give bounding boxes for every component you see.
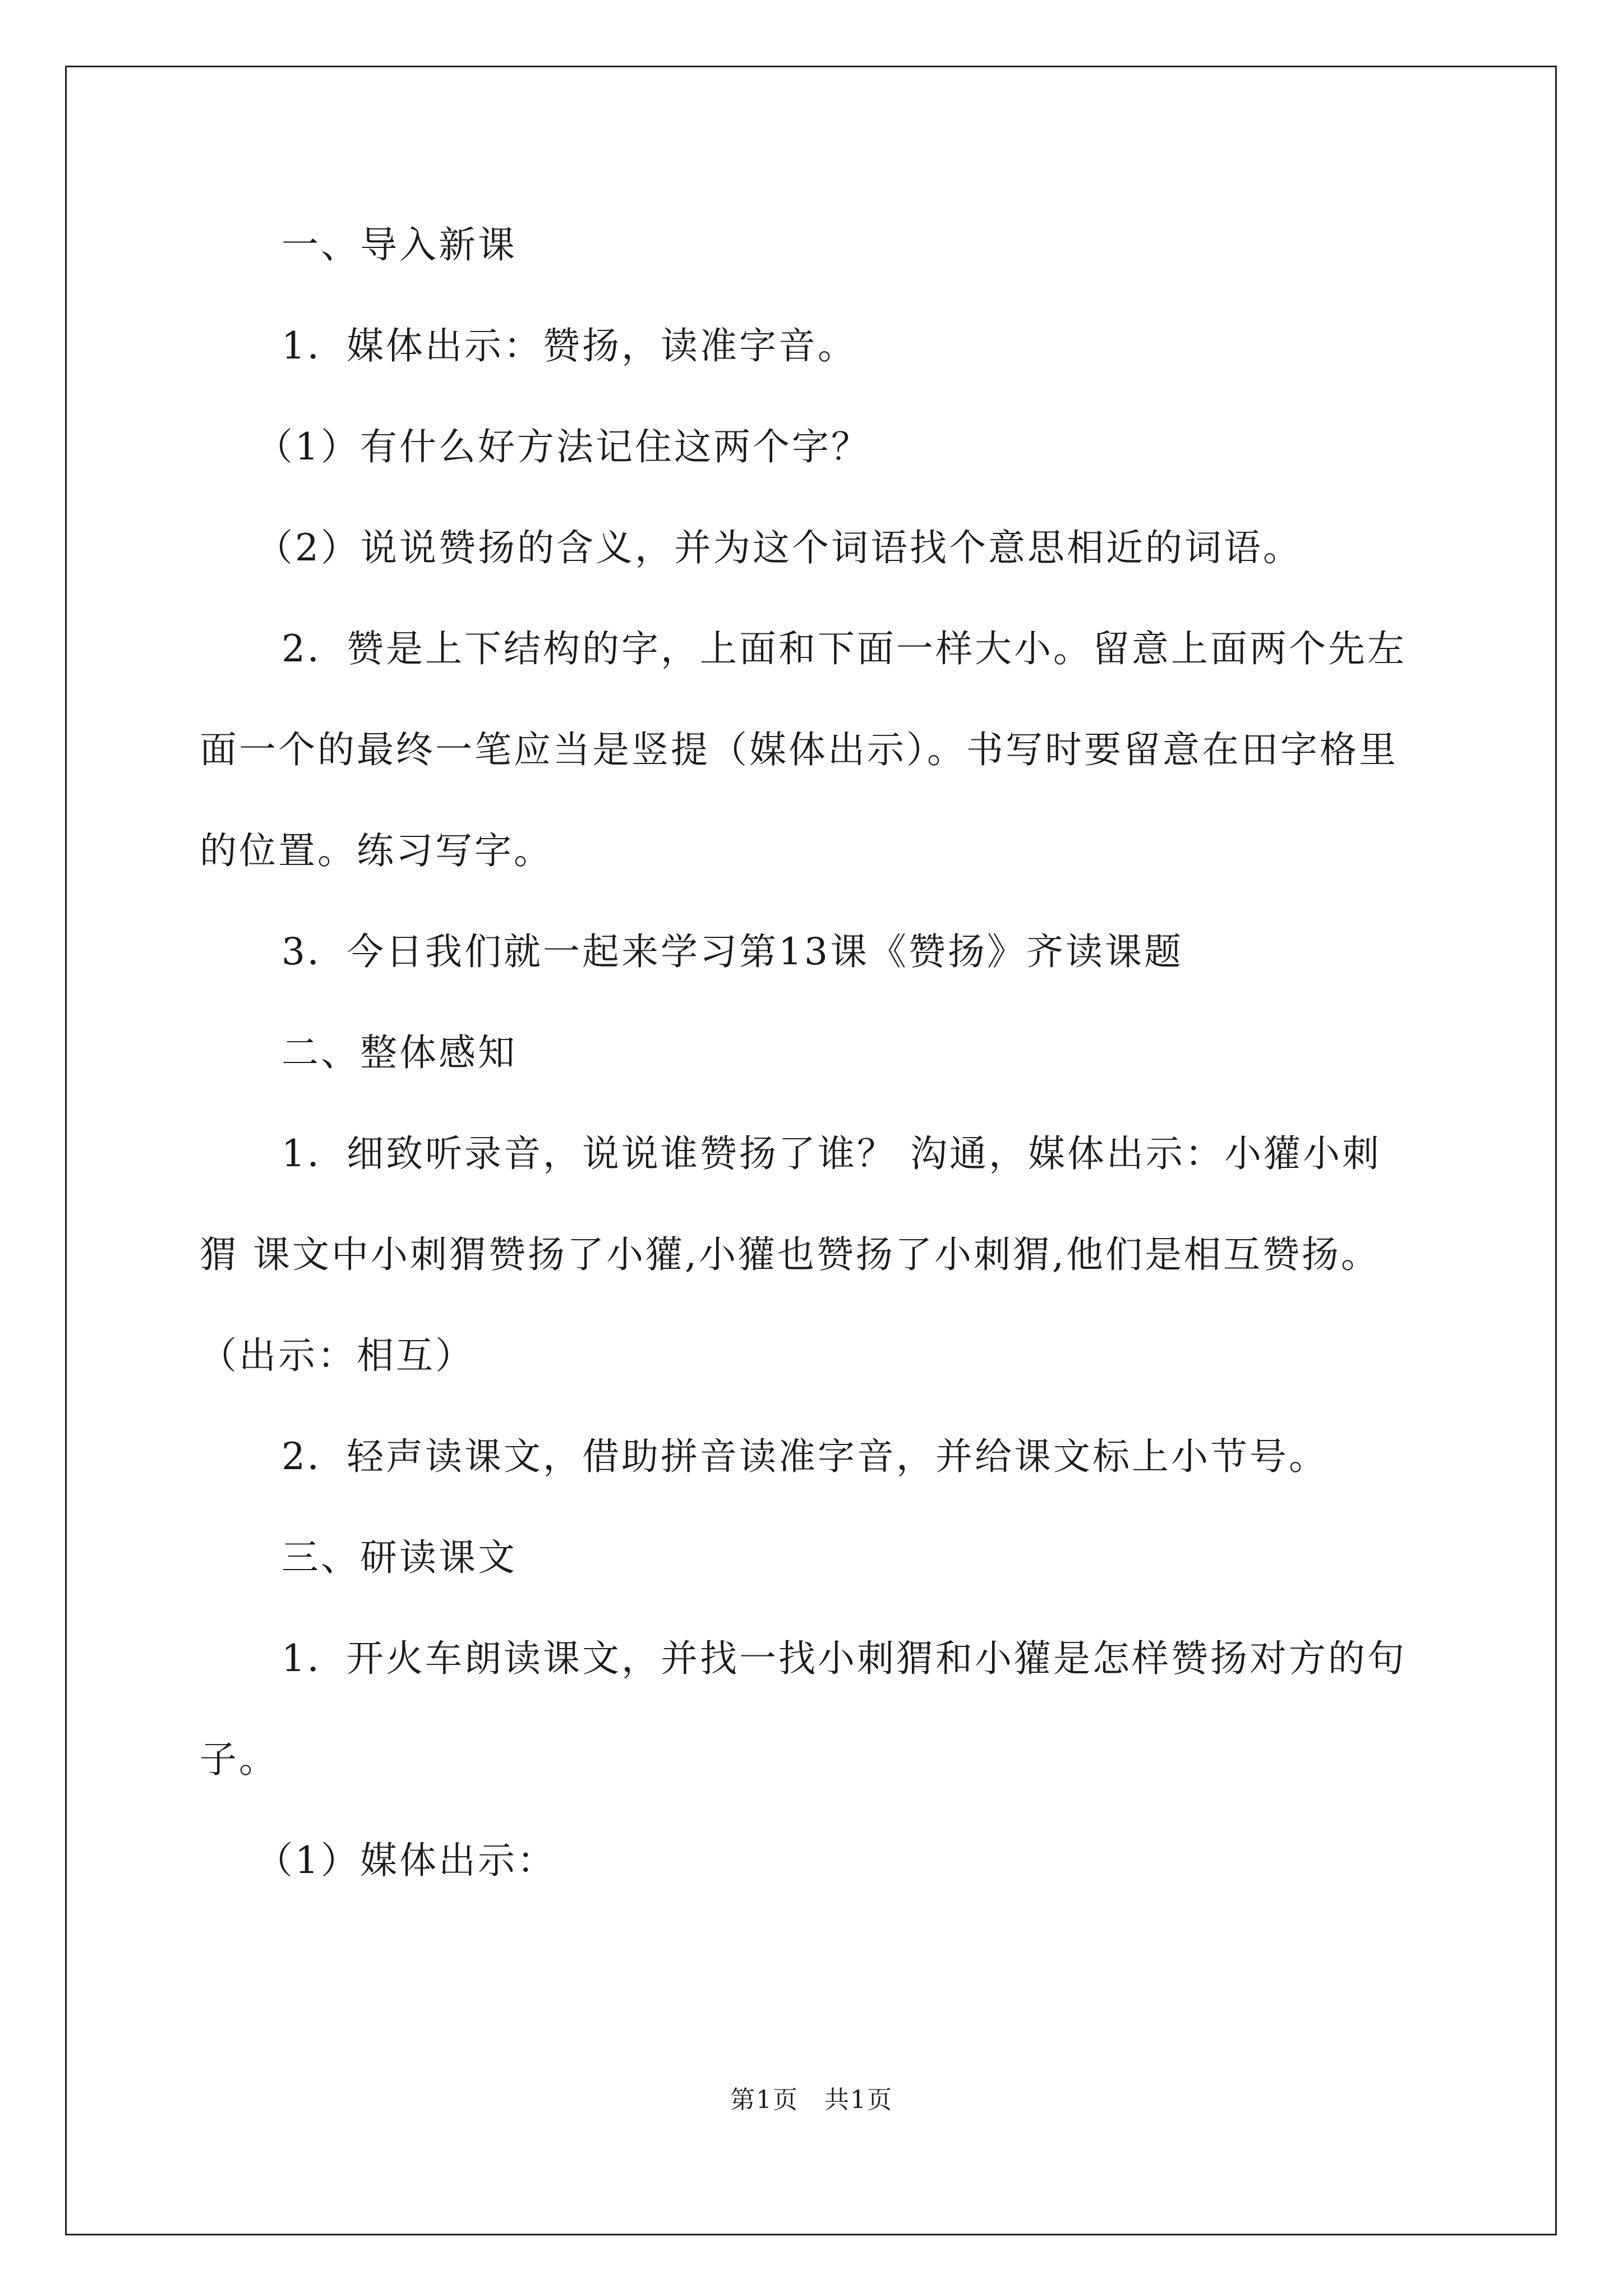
paragraph-line: 子。 xyxy=(200,1738,278,1781)
paragraph-line: （1）媒体出示： xyxy=(256,1839,556,1882)
paragraph-line: 2．赞是上下结构的字，上面和下面一样大小。留意上面两个先左 xyxy=(282,627,1407,670)
paragraph-line: （2）说说赞扬的含义，并为这个词语找个意思相近的词语。 xyxy=(256,526,1302,569)
paragraph-line: （出示：相互） xyxy=(200,1334,474,1377)
page-number-footer: 第1页 共1页 xyxy=(730,2086,893,2114)
paragraph-line: （1）有什么好方法记住这两个字？ xyxy=(256,425,870,468)
section-heading-study: 三、研读课文 xyxy=(282,1536,517,1579)
paragraph-line: 的位置。练习写字。 xyxy=(200,829,553,872)
paragraph-line: 2．轻声读课文，借助拼音读准字音，并给课文标上小节号。 xyxy=(282,1435,1328,1478)
section-heading-overview: 二、整体感知 xyxy=(282,1031,517,1074)
paragraph-line: 3．今日我们就一起来学习第13课《赞扬》齐读课题 xyxy=(282,930,1183,973)
paragraph-line: 猬 课文中小刺猬赞扬了小獾,小獾也赞扬了小刺猬,他们是相互赞扬。 xyxy=(200,1233,1380,1276)
paragraph-line: 1．媒体出示：赞扬，读准字音。 xyxy=(282,324,857,367)
paragraph-line: 1．细致听录音，说说谁赞扬了谁？ 沟通，媒体出示：小獾小刺 xyxy=(282,1132,1381,1175)
paragraph-line: 面一个的最终一笔应当是竖提（媒体出示）。书写时要留意在田字格里 xyxy=(200,728,1398,771)
section-heading-intro: 一、导入新课 xyxy=(282,223,517,266)
paragraph-line: 1．开火车朗读课文，并找一找小刺猬和小獾是怎样赞扬对方的句 xyxy=(282,1637,1407,1680)
